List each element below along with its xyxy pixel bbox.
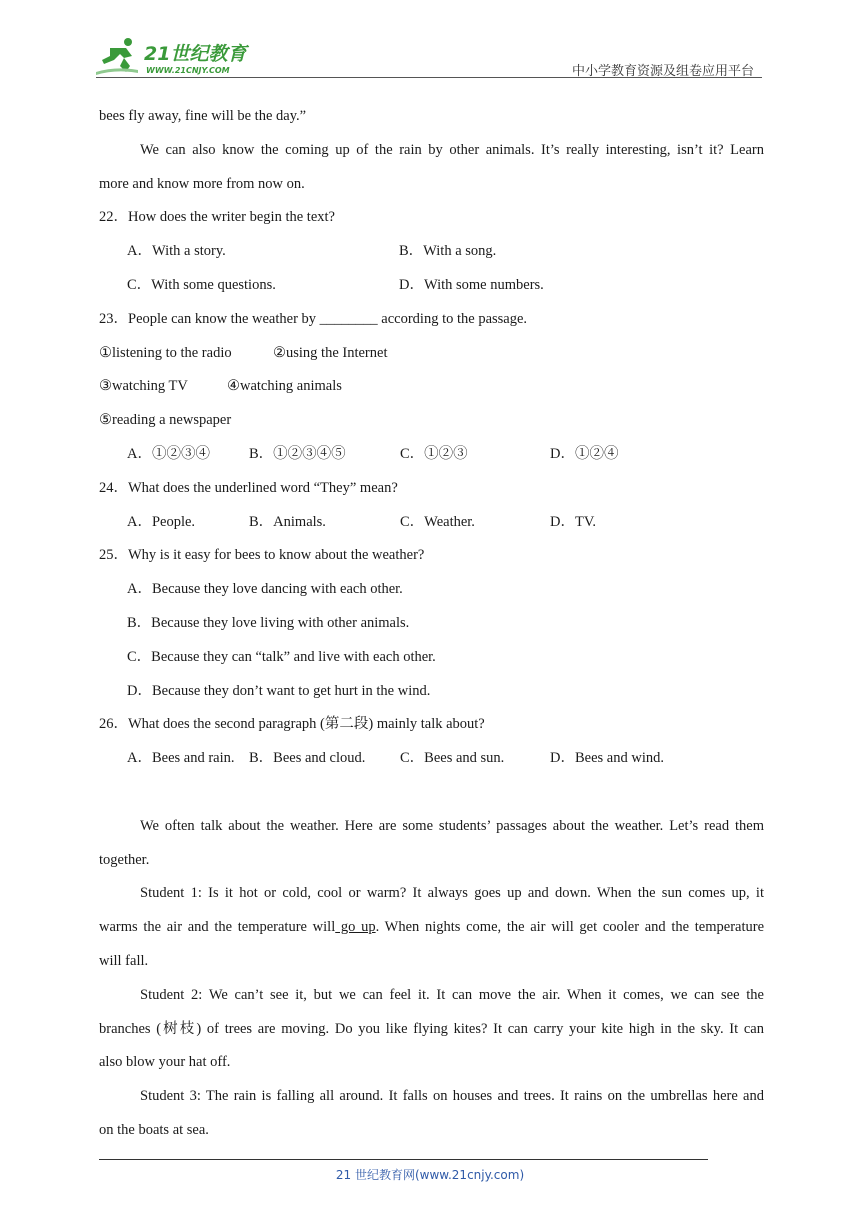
text-line: branches (树枝) of trees are moving. Do you like flying kites? It can carry your kite high in the sky. It can bbox=[99, 1020, 764, 1037]
option-b: B．Animals. bbox=[249, 513, 326, 530]
choice-item: ④watching animals bbox=[227, 378, 342, 395]
options-row bbox=[99, 269, 764, 303]
text-line: We often talk about the weather. Here are some students’ passages about the weather. Let’s read them bbox=[140, 817, 764, 834]
options-row bbox=[99, 235, 764, 269]
text-line: more and know more from now on. bbox=[99, 175, 305, 192]
option-d: D．Bees and wind. bbox=[550, 750, 664, 767]
option-a: A．Bees and rain. bbox=[127, 750, 235, 767]
header-divider bbox=[96, 77, 762, 78]
logo-url: WWW.21CNJY.COM bbox=[146, 66, 230, 75]
underlined-phrase: go up bbox=[335, 919, 376, 936]
text-line: on the boats at sea. bbox=[99, 1121, 209, 1138]
option-b: B．Because they love living with other animals. bbox=[127, 614, 410, 631]
text-line: Student 2: We can’t see it, but we can feel it. It can move the air. When it comes, we can see the bbox=[140, 986, 764, 1003]
options-row bbox=[99, 742, 764, 776]
header-platform-text: 中小学教育资源及组卷应用平台 bbox=[571, 64, 754, 79]
option-d: D．①②④ bbox=[550, 445, 619, 462]
text-line: bees fly away, fine will be the day.” bbox=[99, 108, 307, 124]
option-c: C．With some questions. bbox=[127, 276, 276, 293]
option-c: C．Bees and sun. bbox=[400, 750, 505, 767]
option-d: D．Because they don’t want to get hurt in the wind. bbox=[127, 682, 431, 699]
runner-icon bbox=[96, 38, 138, 75]
text-line: also blow your hat off. bbox=[99, 1054, 231, 1071]
text-line: Student 1: Is it hot or cold, cool or warm? It always goes up and down. When the sun comes up, it bbox=[140, 885, 764, 902]
option-a: A．Because they love dancing with each other. bbox=[127, 581, 403, 598]
option-b: B．Bees and cloud. bbox=[249, 750, 366, 767]
question-26: 26．What does the second paragraph (第二段) mainly talk about? bbox=[99, 716, 485, 733]
question-24: 24．What does the underlined word “They” mean? bbox=[99, 479, 398, 496]
text-segment: warms the air and the temperature will bbox=[99, 919, 336, 936]
option-c: C．①②③ bbox=[400, 445, 468, 462]
text-line: will fall. bbox=[99, 952, 149, 969]
text-line: together. bbox=[99, 851, 150, 868]
choice-row bbox=[99, 370, 764, 404]
option-d: D．With some numbers. bbox=[399, 276, 544, 293]
text-segment: . When nights come, the air will get cooler and the temperature bbox=[375, 919, 765, 936]
text-line bbox=[99, 911, 764, 945]
text-line: We can also know the coming up of the rain by other animals. It’s really interesting, isn’t it? Learn bbox=[140, 141, 764, 158]
choice-item: ②using the Internet bbox=[273, 344, 388, 361]
option-c: C．Weather. bbox=[400, 513, 475, 530]
footer-link[interactable]: 21 世纪教育网(www.21cnjy.com) bbox=[335, 1168, 525, 1182]
choice-item: ①listening to the radio bbox=[99, 344, 232, 361]
option-a: A．With a story. bbox=[127, 243, 226, 260]
logo-21cnjy bbox=[96, 36, 261, 78]
choice-row bbox=[99, 404, 764, 438]
option-b: B．With a song. bbox=[399, 243, 497, 260]
option-b: B．①②③④⑤ bbox=[249, 445, 346, 462]
document-body bbox=[99, 100, 764, 1148]
footer-divider bbox=[99, 1159, 708, 1160]
question-23: 23．People can know the weather by ________ according to the passage. bbox=[99, 310, 528, 327]
options-row bbox=[99, 438, 764, 472]
options-row bbox=[99, 506, 764, 540]
option-c: C．Because they can “talk” and live with each other. bbox=[127, 648, 436, 665]
logo-text: 21世纪教育 bbox=[144, 43, 247, 65]
text-line: Student 3: The rain is falling all around. It falls on houses and trees. It rains on the umbrellas here and bbox=[140, 1088, 764, 1105]
question-25: 25．Why is it easy for bees to know about the weather? bbox=[99, 547, 425, 564]
choice-item: ⑤reading a newspaper bbox=[99, 412, 232, 429]
option-a: A．People. bbox=[127, 513, 196, 530]
question-22: 22．How does the writer begin the text? bbox=[99, 209, 335, 226]
spacer bbox=[99, 776, 764, 810]
option-d: D．TV. bbox=[550, 513, 597, 530]
option-a: A．①②③④ bbox=[127, 445, 210, 462]
choice-row bbox=[99, 337, 764, 371]
choice-item: ③watching TV bbox=[99, 378, 188, 395]
